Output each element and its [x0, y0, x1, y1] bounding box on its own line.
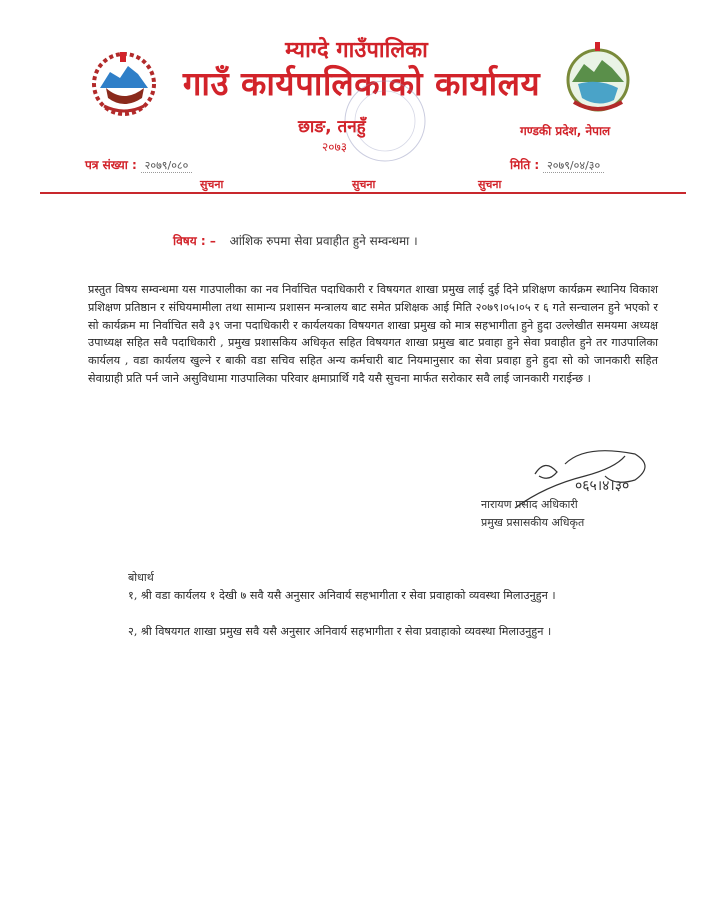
subject-line — [173, 232, 418, 249]
notice-label: सुचना — [352, 178, 376, 191]
established-year: २०७३ — [322, 140, 347, 154]
signature-date: ०६५।४।३० — [575, 478, 630, 494]
letter-date — [510, 156, 604, 173]
date-value: २०७९/०४/३० — [543, 159, 604, 173]
office-name: गाउँ कार्यपालिकाको कार्यालय — [182, 64, 541, 103]
body-paragraph: प्रस्तुत विषय सम्वन्धमा यस गाउपालीका का नव निर्वाचित पदाधिकारी र विषयगत शाखा प्रमुख लाई दुई दिने प्रशिक्षण कार्यक्रम स्थानिय विकाश प्रशिक्षण प्रतिष्ठान र संघियमामीला तथा सामान्य प्रशासन मन्त्रालय बाट समेत प्रशिक्षक आई मिति २०७९।०५।०५ र ६ गते सन्चालन हुने भएको र सो कार्यक्रम मा निर्वाचित सवै ३९ जना पदाधिकारी र कार्यलयका विषयगत शाखा प्रमुख को मात्र सहभागीता हुने हुदा उल्लेखीत समयमा अध्यक्ष उपाध्यक्ष सहित सवै पदाधिकारी , प्रमुख प्रशासकिय अधिकृत सहित विषयगत शाखा प्रमुख बाट प्रवाहा हुने सेवा प्रवाहीत हुने तर गाउपालिका कार्यलय , वडा कार्यलय खुल्ने र बाकी वडा सचिव सहित अन्य कर्मचारी बाट नियमानुसार का सेवा प्रवाहा हुने हुदा सो को जानकारी सहित सेवाग्राही प्रति पर्न जाने असुविधामा गाउपालिका परिवार क्षमाप्रार्थि गदै यसै सुचना मार्फत सरोकार सवै लाई जानकारी गराईन्छ । — [88, 283, 658, 385]
reference-number — [85, 156, 192, 173]
date-label: मिति : — [510, 158, 540, 172]
province-name: गण्डकी प्रदेश, नेपाल — [520, 124, 611, 138]
subject-label: विषय : – — [173, 234, 216, 248]
reference-value: २०७९/०८० — [141, 159, 193, 173]
signatory-title: प्रमुख प्रसासकीय अधिकृत — [481, 516, 585, 529]
office-location: छाङ, तनहुँ — [298, 117, 366, 137]
reference-label: पत्र संख्या : — [85, 158, 137, 172]
subject-text: आंशिक रुपमा सेवा प्रवाहीत हुने सम्वन्धमा । — [229, 234, 418, 248]
cc-item: २, श्री विषयगत शाखा प्रमुख सवै यसै अनुसार अनिवार्य सहभागीता र सेवा प्रवाहाको व्यवस्था मिलाउनुहुन । — [128, 625, 552, 638]
notice-label: सुचना — [478, 178, 502, 191]
municipality-name: म्याग्दे गाउँपालिका — [285, 38, 428, 63]
notice-label: सुचना — [200, 178, 224, 191]
cc-heading: बोधार्थ — [128, 571, 154, 584]
header-divider — [40, 192, 686, 194]
signatory-name: नारायण प्रसाद अधिकारी — [481, 498, 578, 511]
cc-item: १, श्री वडा कार्यलय १ देखी ७ सवै यसै अनुसार अनिवार्य सहभागीता र सेवा प्रवाहाको व्यवस्था मिलाउनुहुन । — [128, 589, 556, 602]
